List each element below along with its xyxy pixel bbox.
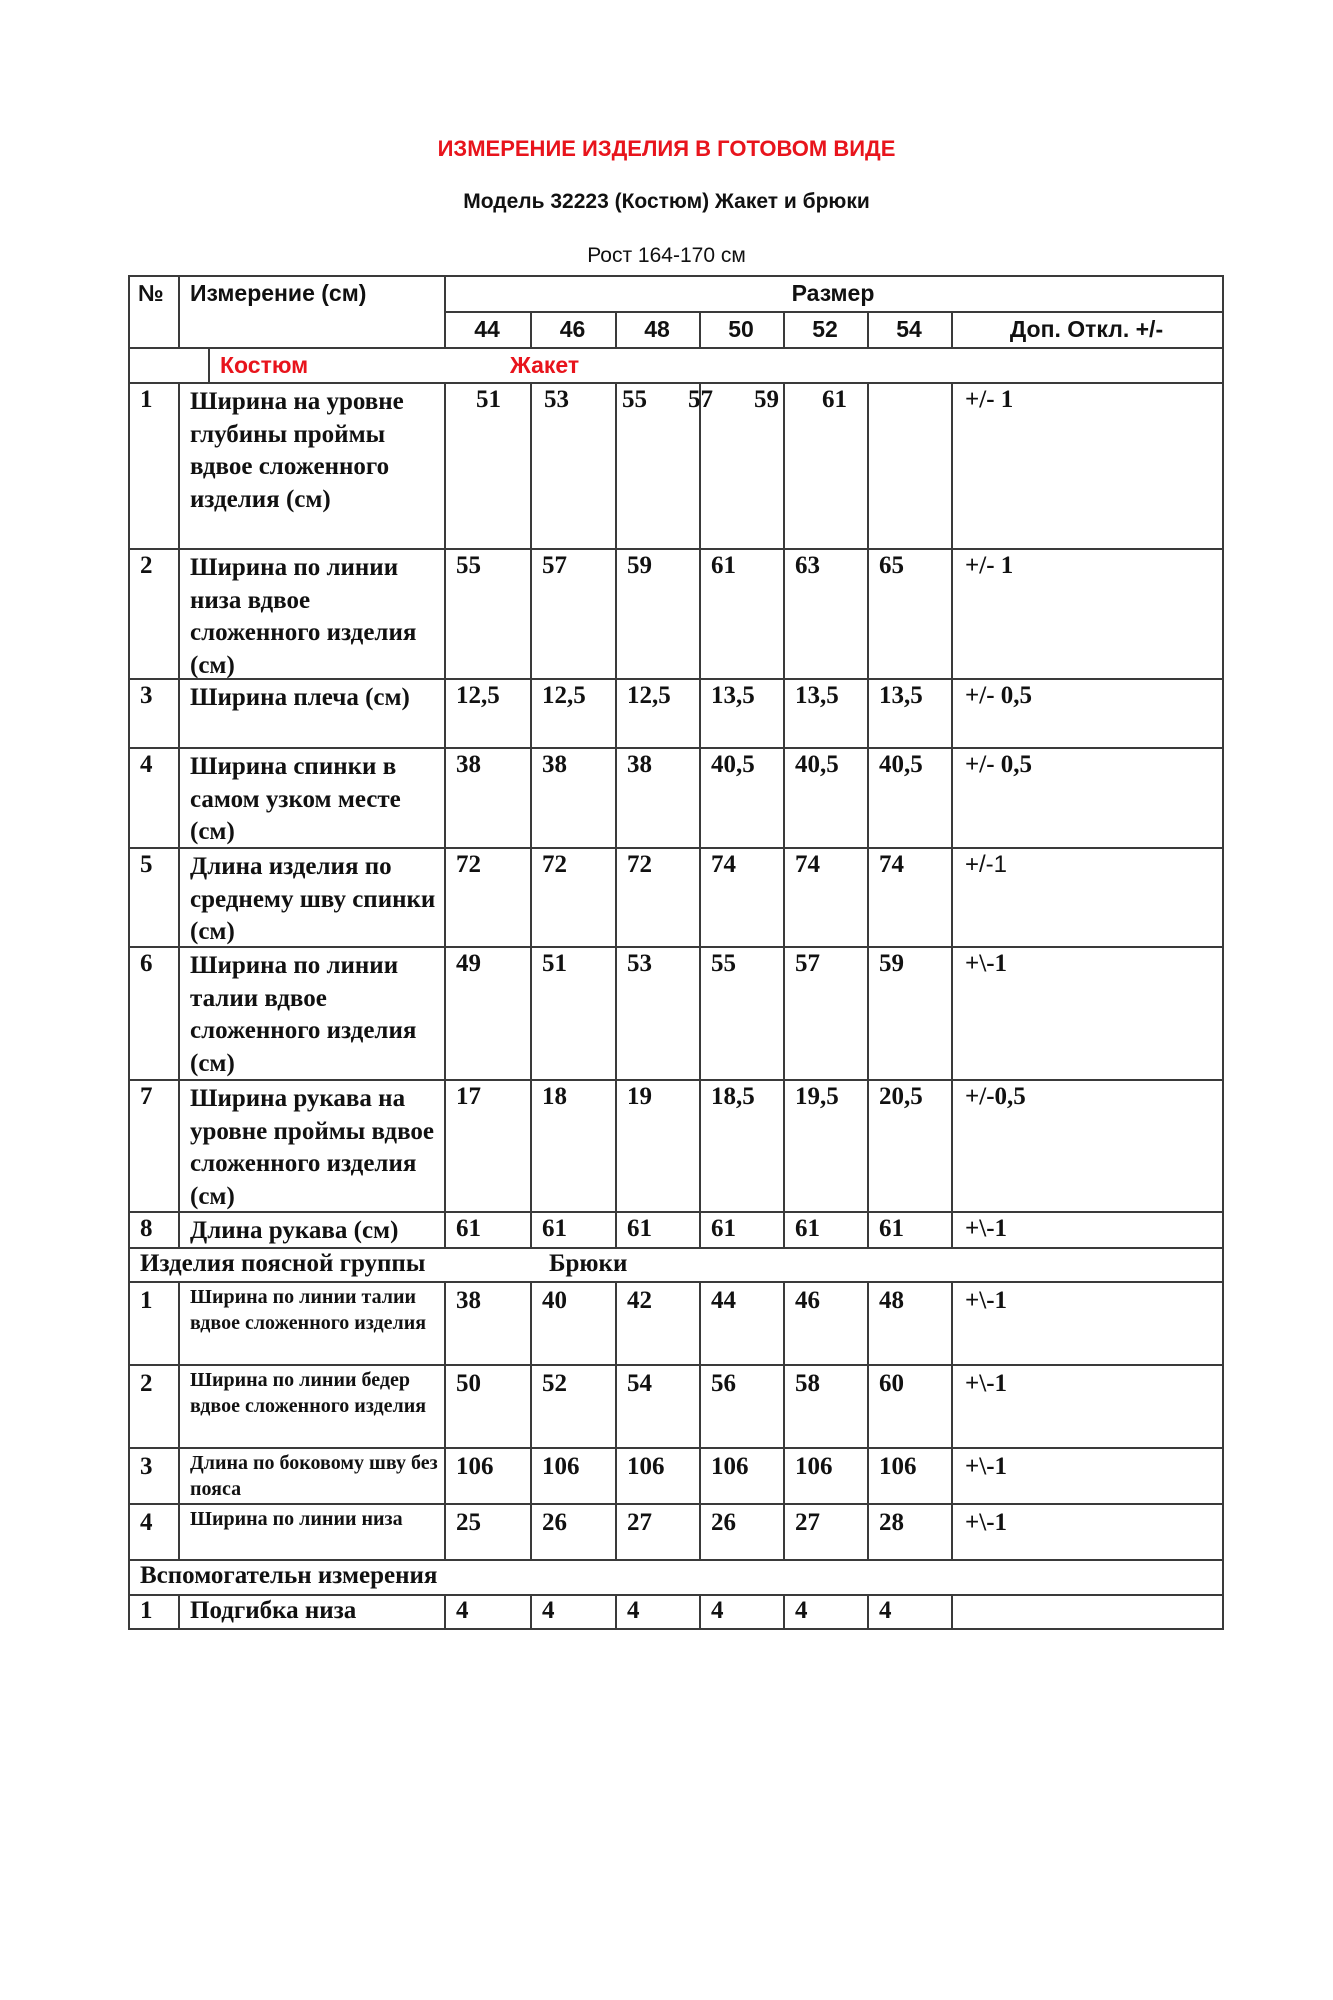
column-border — [951, 1281, 953, 1366]
column-border — [530, 548, 532, 680]
size-value: 59 — [754, 386, 779, 413]
column-border — [615, 1447, 617, 1505]
row-border — [128, 548, 1224, 550]
measurement-label: Ширина плеча (см) — [190, 684, 410, 711]
section-label-trousers: Брюки — [549, 1250, 628, 1277]
column-border — [128, 275, 130, 349]
column-border — [783, 548, 785, 680]
row-number: 3 — [140, 1453, 153, 1480]
measurement-label: Длина изделия по среднему шву спинки (см) — [190, 853, 436, 945]
column-border — [615, 1503, 617, 1561]
column-border — [699, 1503, 701, 1561]
column-border — [444, 1447, 446, 1505]
size-value: 38 — [456, 751, 481, 778]
column-border — [444, 747, 446, 849]
column-border — [128, 1247, 130, 1283]
column-border — [444, 382, 446, 550]
column-border — [867, 382, 869, 550]
column-border — [951, 1594, 953, 1630]
size-value: 106 — [542, 1453, 580, 1480]
column-border — [951, 747, 953, 849]
column-border — [783, 1503, 785, 1561]
column-border — [867, 1281, 869, 1366]
tolerance-value: +\-1 — [965, 1370, 1008, 1397]
row-number: 7 — [140, 1083, 153, 1110]
section-label-jacket: Жакет — [510, 352, 580, 378]
size-value: 57 — [542, 552, 567, 579]
row-number: 4 — [140, 751, 153, 778]
column-border — [128, 678, 130, 749]
column-border — [530, 946, 532, 1081]
tolerance-value: +/- 0,5 — [965, 751, 1033, 778]
size-value: 106 — [456, 1453, 494, 1480]
size-value: 13,5 — [711, 682, 755, 709]
column-border — [128, 1594, 130, 1630]
column-border — [178, 946, 180, 1081]
size-value: 61 — [879, 1215, 904, 1242]
column-border — [783, 847, 785, 948]
size-value: 106 — [627, 1453, 665, 1480]
row-border — [128, 1559, 1224, 1561]
section-label-costume: Костюм — [220, 352, 309, 378]
column-border — [783, 747, 785, 849]
measurement-label: Ширина рукава на уровне проймы вдвое сложенного изделия (см) — [190, 1085, 434, 1210]
size-value: 13,5 — [795, 682, 839, 709]
size-value: 4 — [542, 1597, 555, 1624]
column-border — [615, 847, 617, 948]
size-value: 4 — [879, 1597, 892, 1624]
column-border — [699, 678, 701, 749]
size-value: 26 — [711, 1509, 736, 1536]
size-value: 61 — [627, 1215, 652, 1242]
measurement-label: Ширина по линии бедер вдвое сложенного изделия — [190, 1369, 427, 1417]
size-value: 55 — [456, 552, 481, 579]
column-border — [783, 382, 785, 550]
size-value: 27 — [795, 1509, 820, 1536]
column-border — [530, 1503, 532, 1561]
size-value: 59 — [879, 950, 904, 977]
column-border — [128, 1447, 130, 1505]
tolerance-value: +/-1 — [965, 851, 1008, 878]
size-value: 46 — [795, 1287, 820, 1314]
size-value: 49 — [456, 950, 481, 977]
column-border — [951, 1079, 953, 1213]
column-border — [1222, 1559, 1224, 1596]
column-border — [699, 946, 701, 1081]
column-border — [128, 1281, 130, 1366]
row-border — [128, 1281, 1224, 1283]
measurement-label: Длина по боковому шву без пояса — [190, 1452, 438, 1500]
size-value: 72 — [456, 851, 481, 878]
column-border — [699, 847, 701, 948]
column-border — [128, 1364, 130, 1449]
column-border — [615, 382, 617, 550]
row-number: 2 — [140, 1370, 153, 1397]
size-value: 106 — [879, 1453, 917, 1480]
section-label-auxiliary: Вспомогательн измерения — [140, 1562, 438, 1589]
column-border — [615, 747, 617, 849]
column-border — [699, 747, 701, 849]
column-border — [444, 1281, 446, 1366]
column-border — [783, 1594, 785, 1630]
column-border — [530, 1364, 532, 1449]
row-number: 2 — [140, 552, 153, 579]
column-border — [951, 1364, 953, 1449]
column-border — [699, 548, 701, 680]
column-border — [530, 1211, 532, 1249]
document-title: ИЗМЕРЕНИЕ ИЗДЕЛИЯ В ГОТОВОМ ВИДЕ — [437, 136, 896, 161]
size-value: 38 — [456, 1287, 481, 1314]
section-label-waist-group: Изделия поясной группы — [140, 1250, 426, 1277]
row-number: 1 — [140, 386, 153, 413]
tolerance-value: +\-1 — [965, 950, 1008, 977]
row-number: 6 — [140, 950, 153, 977]
column-border — [128, 382, 130, 550]
size-value: 38 — [627, 751, 652, 778]
column-border — [444, 946, 446, 1081]
column-border — [208, 347, 210, 384]
column-border — [867, 946, 869, 1081]
size-value: 72 — [627, 851, 652, 878]
column-border — [867, 1447, 869, 1505]
column-border — [128, 548, 130, 680]
column-border — [128, 847, 130, 948]
column-border — [867, 1364, 869, 1449]
size-value: 57 — [795, 950, 820, 977]
row-border — [444, 311, 1224, 313]
tolerance-value: +\-1 — [965, 1215, 1008, 1242]
measurement-label: Ширина на уровне глубины проймы вдвое сложенного изделия (см) — [190, 388, 404, 513]
row-border — [128, 747, 1224, 749]
column-header-size: Размер — [791, 280, 875, 306]
column-border — [615, 946, 617, 1081]
row-number: 5 — [140, 851, 153, 878]
row-border — [128, 1628, 1224, 1630]
size-value: 42 — [627, 1287, 652, 1314]
size-value: 54 — [627, 1370, 652, 1397]
column-border — [1222, 747, 1224, 849]
size-value: 19,5 — [795, 1083, 839, 1110]
column-border — [783, 946, 785, 1081]
column-border — [699, 1364, 701, 1449]
column-border — [699, 1281, 701, 1366]
column-border — [615, 678, 617, 749]
row-border — [128, 275, 1224, 277]
tolerance-value: +\-1 — [965, 1287, 1008, 1314]
size-header-50: 50 — [728, 316, 754, 342]
size-value: 4 — [456, 1597, 469, 1624]
column-border — [530, 1594, 532, 1630]
measurement-label: Ширина по линии низа вдвое сложенного изделия (см) — [190, 554, 417, 679]
column-border — [951, 1211, 953, 1249]
column-border — [867, 548, 869, 680]
column-border — [530, 382, 532, 550]
column-border — [867, 1594, 869, 1630]
column-header-tolerance: Доп. Откл. +/- — [1009, 316, 1164, 342]
column-border — [783, 1079, 785, 1213]
column-border — [444, 1079, 446, 1213]
size-value: 60 — [879, 1370, 904, 1397]
column-border — [128, 946, 130, 1081]
column-border — [783, 1364, 785, 1449]
size-value: 56 — [711, 1370, 736, 1397]
column-border — [1222, 1503, 1224, 1561]
size-value: 12,5 — [456, 682, 500, 709]
column-border — [128, 1559, 130, 1596]
height-range: Рост 164-170 см — [587, 244, 746, 267]
column-border — [444, 1364, 446, 1449]
column-border — [867, 1503, 869, 1561]
column-border — [1222, 1247, 1224, 1283]
size-value: 72 — [542, 851, 567, 878]
row-border — [128, 382, 1224, 384]
column-border — [867, 1079, 869, 1213]
row-border — [128, 1447, 1224, 1449]
size-value: 25 — [456, 1509, 481, 1536]
size-value: 61 — [822, 386, 847, 413]
size-value: 55 — [711, 950, 736, 977]
size-value: 12,5 — [542, 682, 586, 709]
column-border — [615, 1079, 617, 1213]
size-value: 13,5 — [879, 682, 923, 709]
row-border — [128, 347, 1224, 349]
size-value: 61 — [795, 1215, 820, 1242]
size-value: 53 — [627, 950, 652, 977]
size-value: 61 — [542, 1215, 567, 1242]
measurement-label: Ширина по линии талии вдвое сложенного изделия (см) — [190, 952, 417, 1077]
column-border — [128, 347, 130, 384]
column-border — [178, 847, 180, 948]
column-border — [178, 1594, 180, 1630]
model-subtitle: Модель 32223 (Костюм) Жакет и брюки — [463, 190, 870, 213]
column-border — [951, 548, 953, 680]
row-number: 1 — [140, 1287, 153, 1314]
column-border — [444, 1211, 446, 1249]
column-border — [530, 747, 532, 849]
column-border — [951, 1447, 953, 1505]
measurement-label: Длина рукава (см) — [190, 1217, 399, 1244]
column-border — [951, 382, 953, 550]
size-value: 74 — [879, 851, 904, 878]
size-value: 27 — [627, 1509, 652, 1536]
column-border — [783, 1281, 785, 1366]
column-border — [178, 1079, 180, 1213]
size-header-46: 46 — [559, 316, 586, 342]
tolerance-value: +/- 1 — [965, 386, 1014, 413]
size-value: 51 — [542, 950, 567, 977]
size-value: 17 — [456, 1083, 481, 1110]
size-value: 18,5 — [711, 1083, 755, 1110]
column-border — [128, 747, 130, 849]
column-border — [615, 548, 617, 680]
size-value: 20,5 — [879, 1083, 923, 1110]
column-border — [867, 747, 869, 849]
measurement-label: Подгибка низа — [190, 1597, 357, 1624]
size-value: 4 — [711, 1597, 724, 1624]
size-value: 4 — [795, 1597, 808, 1624]
column-border — [128, 1211, 130, 1249]
size-value: 74 — [795, 851, 820, 878]
column-header-no: № — [138, 280, 164, 306]
column-border — [1222, 275, 1224, 349]
column-border — [1222, 946, 1224, 1081]
column-border — [1222, 548, 1224, 680]
column-border — [178, 275, 180, 349]
size-value: 40 — [542, 1287, 567, 1314]
size-value: 61 — [456, 1215, 481, 1242]
column-border — [178, 1447, 180, 1505]
column-border — [1222, 678, 1224, 749]
column-border — [1222, 847, 1224, 948]
size-value: 57 — [688, 386, 713, 413]
size-value: 63 — [795, 552, 820, 579]
column-border — [951, 946, 953, 1081]
size-value: 19 — [627, 1083, 652, 1110]
column-border — [178, 678, 180, 749]
column-border — [783, 678, 785, 749]
column-border — [783, 1447, 785, 1505]
column-border — [444, 678, 446, 749]
size-value: 12,5 — [627, 682, 671, 709]
size-header-48: 48 — [644, 316, 670, 342]
column-border — [178, 1364, 180, 1449]
column-border — [178, 382, 180, 550]
size-value: 74 — [711, 851, 736, 878]
column-border — [128, 1079, 130, 1213]
size-value: 61 — [711, 1215, 736, 1242]
size-value: 106 — [711, 1453, 749, 1480]
row-number: 8 — [140, 1215, 153, 1242]
column-border — [951, 1503, 953, 1561]
tolerance-value: +/- 1 — [965, 552, 1014, 579]
row-number: 4 — [140, 1509, 153, 1536]
column-border — [530, 1281, 532, 1366]
row-border — [128, 1364, 1224, 1366]
size-header-44: 44 — [474, 316, 500, 342]
size-value: 44 — [711, 1287, 736, 1314]
column-border — [178, 548, 180, 680]
size-value: 58 — [795, 1370, 820, 1397]
size-value: 55 — [622, 386, 647, 413]
column-border — [867, 678, 869, 749]
column-border — [615, 1211, 617, 1249]
column-border — [1222, 1594, 1224, 1630]
column-border — [699, 1211, 701, 1249]
size-value: 28 — [879, 1509, 904, 1536]
column-border — [1222, 1447, 1224, 1505]
size-value: 52 — [542, 1370, 567, 1397]
size-value: 53 — [544, 386, 569, 413]
column-border — [444, 548, 446, 680]
measurement-label: Ширина по линии низа — [190, 1508, 403, 1530]
column-border — [951, 847, 953, 948]
column-border — [530, 847, 532, 948]
column-border — [1222, 382, 1224, 550]
size-value: 40,5 — [879, 751, 923, 778]
column-border — [444, 1503, 446, 1561]
column-border — [128, 1503, 130, 1561]
tolerance-value: +\-1 — [965, 1453, 1008, 1480]
column-border — [1222, 1281, 1224, 1366]
column-border — [1222, 1079, 1224, 1213]
column-border — [178, 1211, 180, 1249]
size-value: 38 — [542, 751, 567, 778]
measurement-label: Ширина по линии талии вдвое сложенного изделия — [190, 1286, 427, 1334]
size-value: 65 — [879, 552, 904, 579]
column-border — [444, 1594, 446, 1630]
column-border — [699, 1594, 701, 1630]
column-border — [867, 847, 869, 948]
size-value: 61 — [711, 552, 736, 579]
column-border — [699, 1079, 701, 1213]
column-border — [444, 847, 446, 948]
column-border — [867, 1211, 869, 1249]
column-border — [530, 1447, 532, 1505]
size-header-54: 54 — [896, 316, 922, 342]
column-border — [530, 1079, 532, 1213]
size-value: 26 — [542, 1509, 567, 1536]
size-value: 40,5 — [795, 751, 839, 778]
size-value: 18 — [542, 1083, 567, 1110]
column-header-measurement: Измерение (см) — [190, 280, 367, 306]
column-border — [615, 1364, 617, 1449]
measurement-label: Ширина спинки в самом узком месте (см) — [190, 753, 401, 845]
column-border — [615, 1594, 617, 1630]
column-border — [178, 747, 180, 849]
column-border — [615, 1281, 617, 1366]
column-border — [1222, 1364, 1224, 1449]
size-header-52: 52 — [812, 316, 838, 342]
size-value: 50 — [456, 1370, 481, 1397]
size-value: 40,5 — [711, 751, 755, 778]
column-border — [699, 1447, 701, 1505]
tolerance-value: +\-1 — [965, 1509, 1008, 1536]
row-border — [128, 1503, 1224, 1505]
column-border — [1222, 1211, 1224, 1249]
column-border — [178, 1281, 180, 1366]
column-border — [178, 1503, 180, 1561]
size-value: 106 — [795, 1453, 833, 1480]
tolerance-value: +/-0,5 — [965, 1083, 1026, 1110]
column-border — [530, 678, 532, 749]
tolerance-value: +/- 0,5 — [965, 682, 1033, 709]
size-value: 4 — [627, 1597, 640, 1624]
size-value: 51 — [476, 386, 501, 413]
column-border — [1222, 347, 1224, 384]
column-border — [783, 1211, 785, 1249]
size-value: 48 — [879, 1287, 904, 1314]
row-number: 3 — [140, 682, 153, 709]
size-value: 59 — [627, 552, 652, 579]
column-border — [951, 678, 953, 749]
row-number: 1 — [140, 1597, 153, 1624]
